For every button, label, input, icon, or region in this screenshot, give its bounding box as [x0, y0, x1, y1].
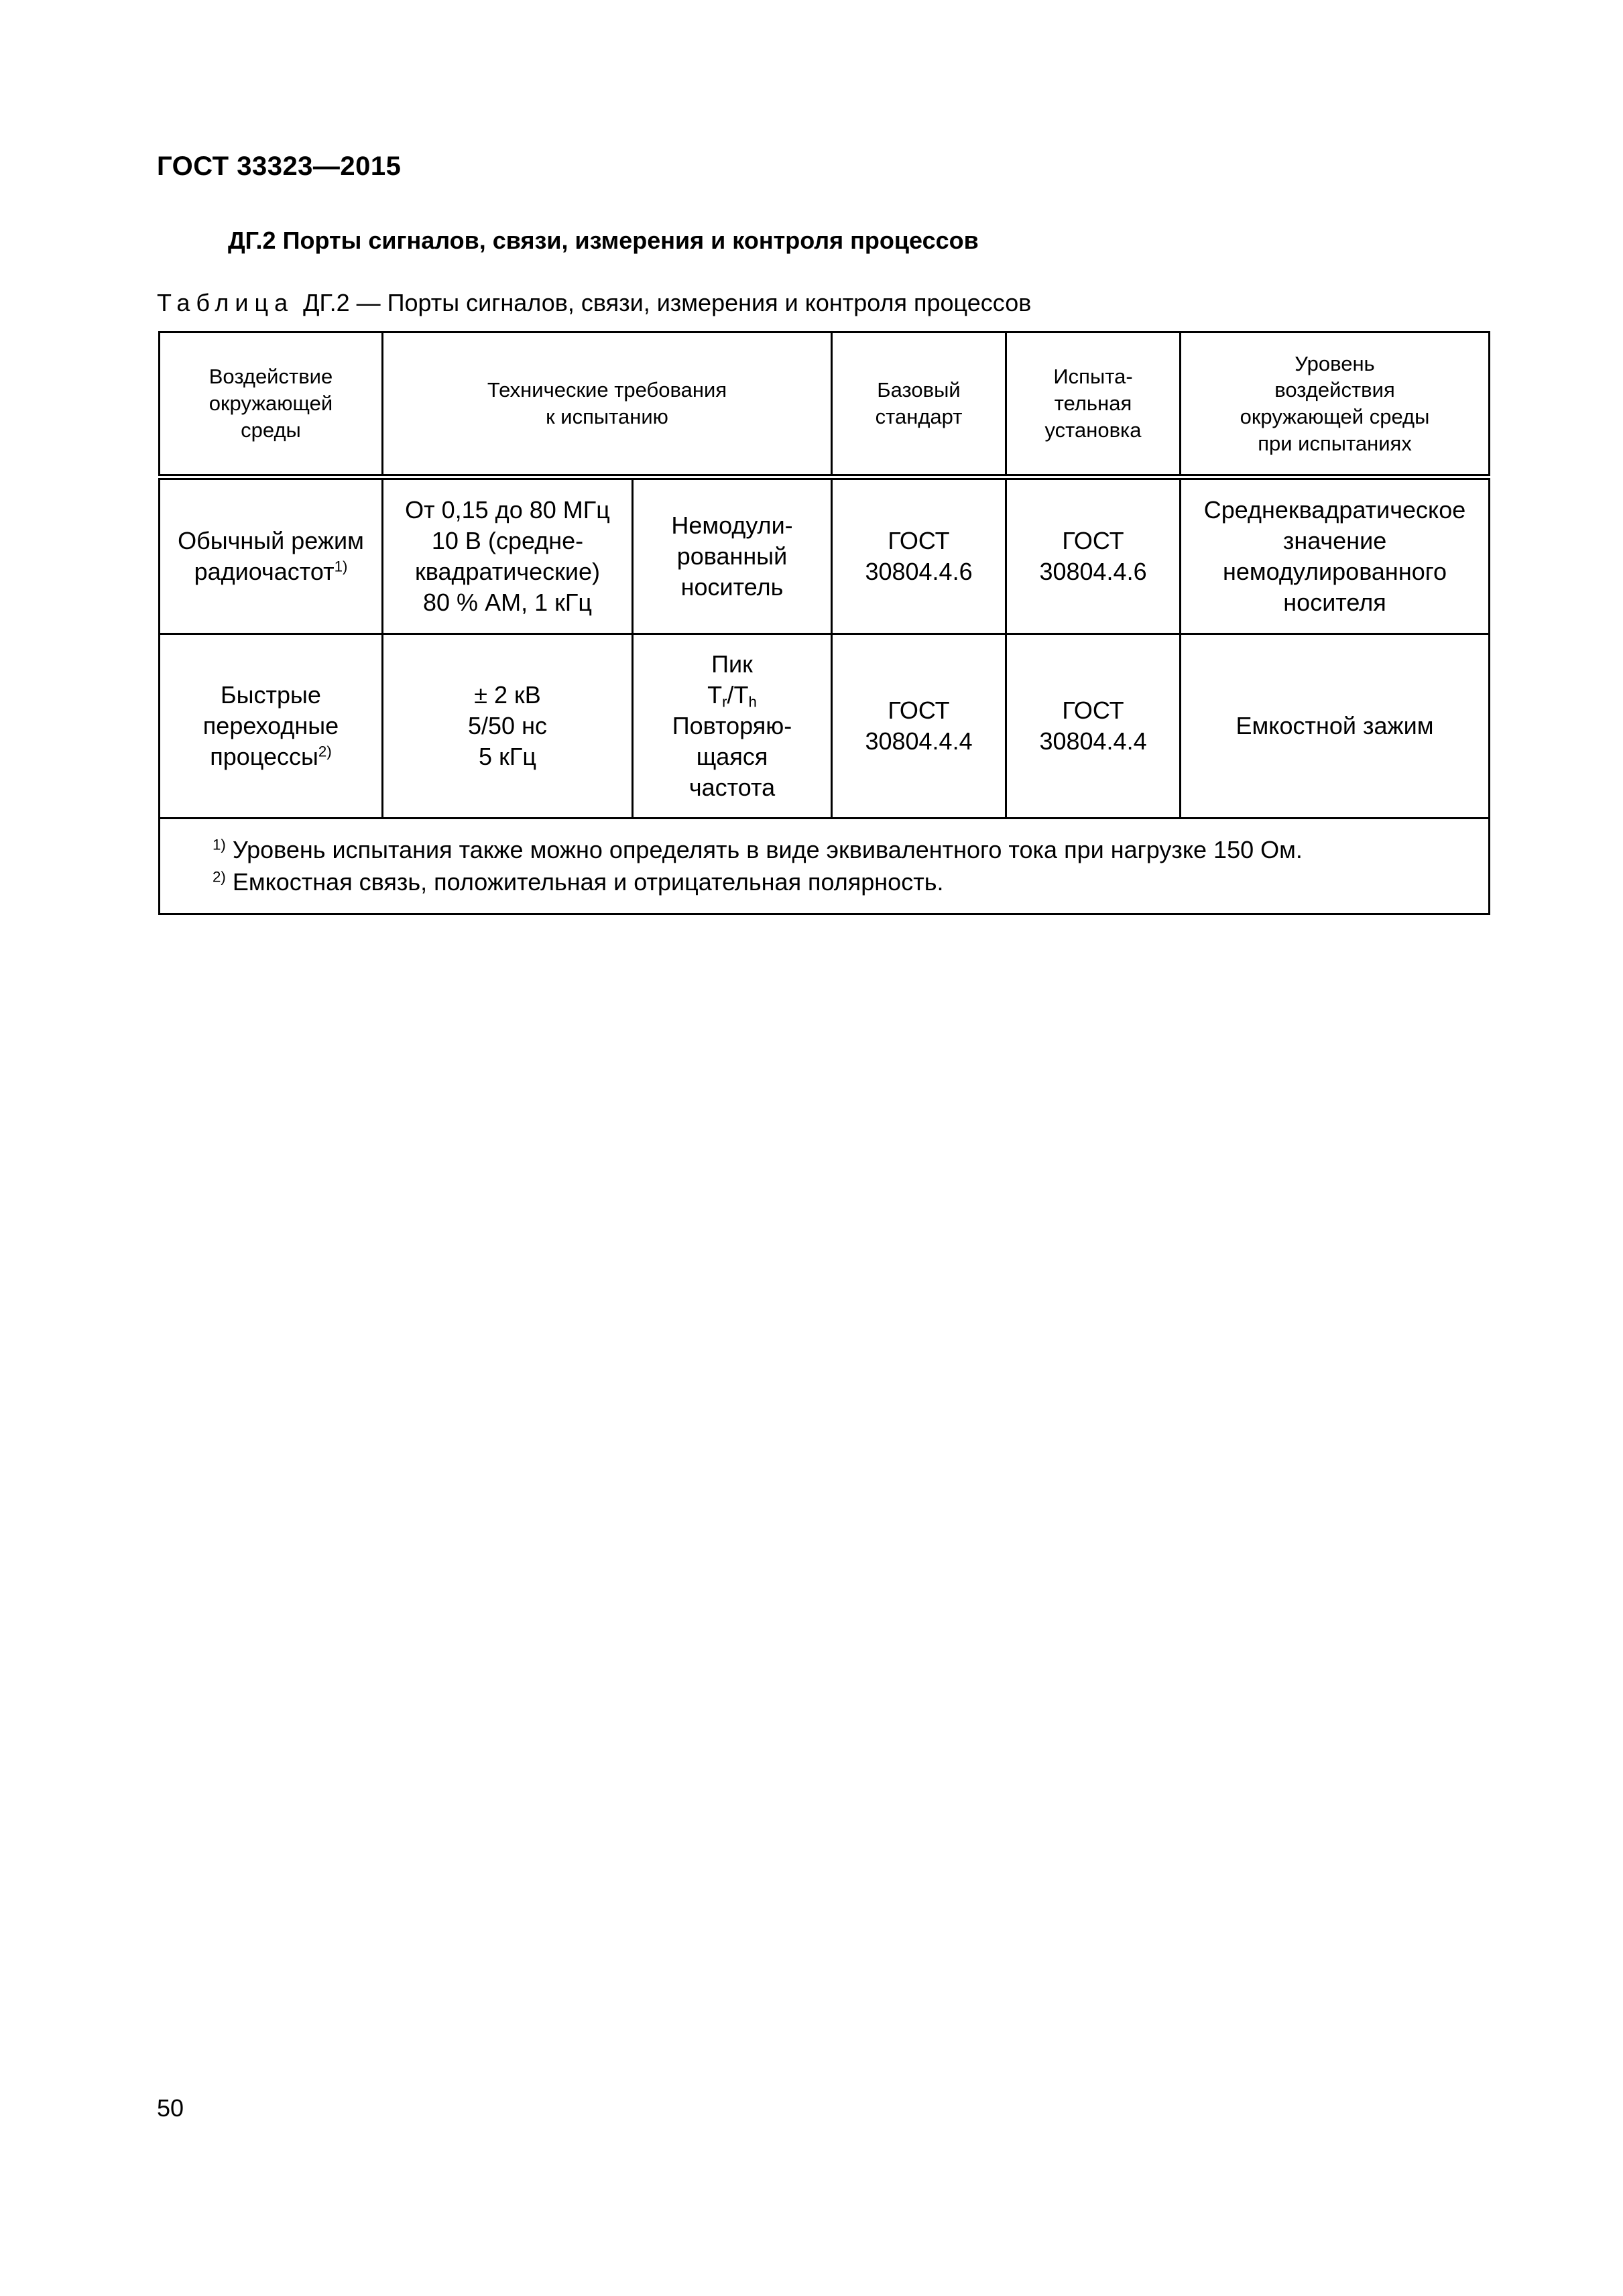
cell-standard: ГОСТ 30804.4.6: [832, 477, 1006, 634]
cell-standard: ГОСТ 30804.4.4: [832, 634, 1006, 819]
table-notes: [160, 819, 1490, 914]
header-standard: Базовый стандарт: [832, 333, 1006, 477]
page-number: 50: [157, 2094, 184, 2122]
table-row: [160, 634, 1490, 819]
cell-level: Среднеквадратическое значение немодулированного носителя: [1181, 477, 1490, 634]
header-setup: Испыта- тельная установка: [1006, 333, 1181, 477]
section-title: ДГ.2 Порты сигналов, связи, измерения и контроля процессов: [228, 227, 979, 254]
table-caption-text: ДГ.2 — Порты сигналов, связи, измерения и контроля процессов: [303, 289, 1032, 316]
document-code: ГОСТ 33323—2015: [157, 152, 402, 181]
header-impact: Воздействие окружающей среды: [160, 333, 383, 477]
cell-level: Емкостной зажим: [1181, 634, 1490, 819]
cell-requirements-detail: Немодули- рованный носитель: [633, 477, 832, 634]
footnote-ref: 2): [318, 743, 332, 760]
cell-requirements-detail: Пик $T_r/T_h$ Повторяю- щаяся частота: [633, 634, 832, 819]
cell-setup: ГОСТ 30804.4.6: [1006, 477, 1181, 634]
footnote-2: $^{2)}$ Емкостная связь, положительная и отрицательная полярность.: [213, 868, 944, 896]
footnote-1: $^{1)}$ Уровень испытания также можно определять в виде эквивалентного тока при нагрузке 150 Ом.: [213, 836, 1303, 864]
cell-requirements: От 0,15 до 80 МГц 10 В (средне- квадратические) 80 % АМ, 1 кГц: [383, 477, 633, 634]
header-requirements: Технические требования к испытанию: [383, 333, 832, 477]
table-caption-label: Таблица: [157, 289, 294, 316]
table-header-row: [160, 333, 1490, 477]
cell-impact: Обычный режим радиочастот$^{1)}$: [160, 477, 383, 634]
cell-impact: Быстрые переходные процессы$^{2)}$: [160, 634, 383, 819]
table-row: [160, 477, 1490, 634]
table-caption: [157, 289, 1031, 317]
requirements-table: [158, 331, 1490, 915]
footnote-ref: 1): [334, 558, 348, 575]
header-level: Уровень воздействия окружающей среды при испытаниях: [1181, 333, 1490, 477]
cell-requirements: ± 2 кВ 5/50 нс 5 кГц: [383, 634, 633, 819]
table-notes-row: [160, 819, 1490, 914]
cell-setup: ГОСТ 30804.4.4: [1006, 634, 1181, 819]
